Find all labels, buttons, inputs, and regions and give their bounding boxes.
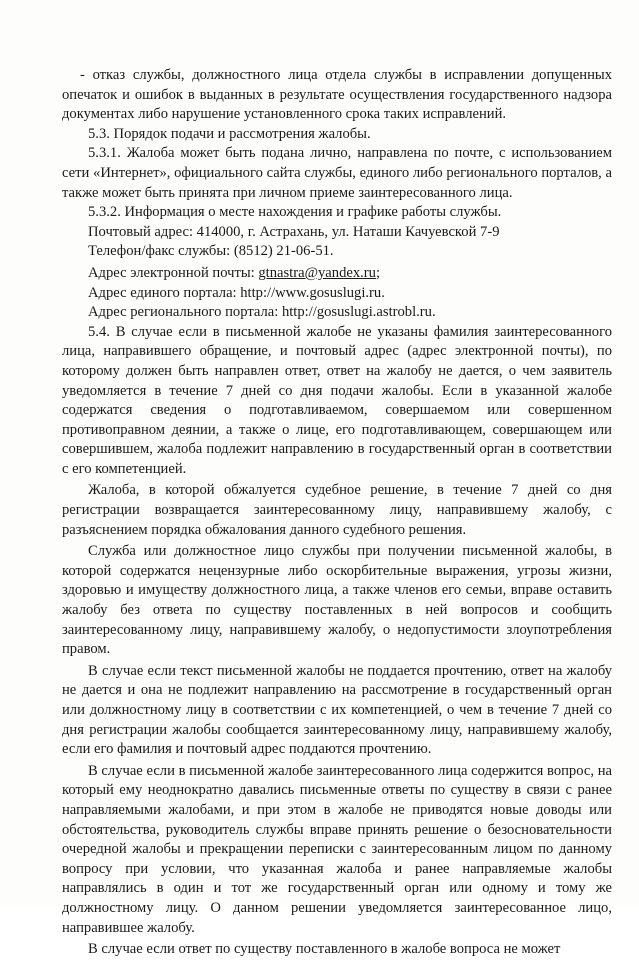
email-address-line — [62, 264, 612, 284]
section-heading-5-3: 5.3. Порядок подачи и рассмотрения жалобы. — [88, 125, 371, 142]
email-end: ; — [375, 264, 381, 281]
paragraph-5-4: 5.4. В случае если в письменной жалобе не указаны фамилия заинтересованного лица, направившего обращение, и почтовый адрес (адрес электронной почты), по которому должен быть направлен ответ, ответ на жалобу не дается, о чем заявитель уведомляется в течение 7 дней со дня подачи жалобы. Если в указанной жалобе содержатся сведения о подготавливаемом, совершаемом или совершенном противоправном деянии, а также о лице, его подготавливающем, совершающем или совершившем, жалоба подлежит направлению в государственный орган в соответствии с его компетенцией. — [62, 323, 612, 477]
paragraph-obscene-language: Служба или должностное лицо службы при получении письменной жалобы, в которой содержатся нецензурные либо оскорбительные выражения, угрозы жизни, здоровью и имуществу должностного лица, а также членов его семьи, вправе оставить жалобу без ответа по существу поставленных в ней вопросов и сообщить заинтересованному лицу, направившему жалобу, о недопустимости злоупотребления правом. — [62, 543, 612, 658]
paragraph-repeated-complaint: В случае если в письменной жалобе заинтересованного лица содержится вопрос, на который ему неоднократно давались письменные ответы по существу в связи с ранее направляемыми жалобами, и при этом в жалобе не приводятся новые доводы или обстоятельства, руководитель службы вправе принять решение о безосновательности очередной жалобы и прекращении переписки с заинтересованным лицом по данному вопросу при условии, что указанная жалоба и ранее направляемые жалобы направлялись в один и тот же государственный орган или одному и тому же должностному лицу. О данном решении уведомляется заинтересованное лицо, направившее жалобу. — [62, 762, 612, 936]
paragraph-court-decision: Жалоба, в которой обжалуется судебное решение, в течение 7 дней со дня регистрации возвращается заинтересованному лицу, направившему жалобу, с разъяснением порядка обжалования данного судебного решения. — [62, 482, 612, 538]
paragraph-refusal-item: - отказ службы, должностного лица отдела службы в исправлении допущенных опечаток и ошибок в выданных в результате осуществления государственного надзора документах либо нарушение установленного срока таких исправлений. — [62, 67, 612, 123]
paragraph-answer-cannot: В случае если ответ по существу поставленного в жалобе вопроса не может — [88, 941, 561, 958]
paragraph-5-3-2: 5.3.2. Информация о месте нахождения и графике работы службы. — [88, 204, 502, 221]
unified-portal-address: Адрес единого портала: http://www.gosuslugi.ru. — [88, 284, 385, 301]
email-link[interactable]: gtnastra@yandex.ru — [258, 264, 376, 281]
regional-portal-address: Адрес регионального портала: http://gosuslugi.astrobl.ru. — [88, 304, 436, 321]
document-body — [62, 66, 612, 960]
phone-fax: Телефон/факс службы: (8512) 21-06-51. — [88, 243, 334, 260]
paragraph-unreadable: В случае если текст письменной жалобы не поддается прочтению, ответ на жалобу не дается и она не подлежит направлению на рассмотрение в государственный орган или должностному лицу в соответствии с их компетенцией, о чем в течение 7 дней со дня регистрации жалобы сообщается заинтересованному лицу, направившему жалобу, если его фамилия и почтовый адрес поддаются прочтению. — [62, 662, 612, 758]
email-label: Адрес электронной почты: — [88, 264, 259, 281]
paragraph-5-3-1: 5.3.1. Жалоба может быть подана лично, направлена по почте, с использованием сети «Интернет», официального сайта службы, единого либо регионального порталов, а также может быть принята при личном приеме заинтересованного лица. — [62, 145, 612, 201]
postal-address: Почтовый адрес: 414000, г. Астрахань, ул. Наташи Качуевской 7-9 — [88, 223, 500, 240]
